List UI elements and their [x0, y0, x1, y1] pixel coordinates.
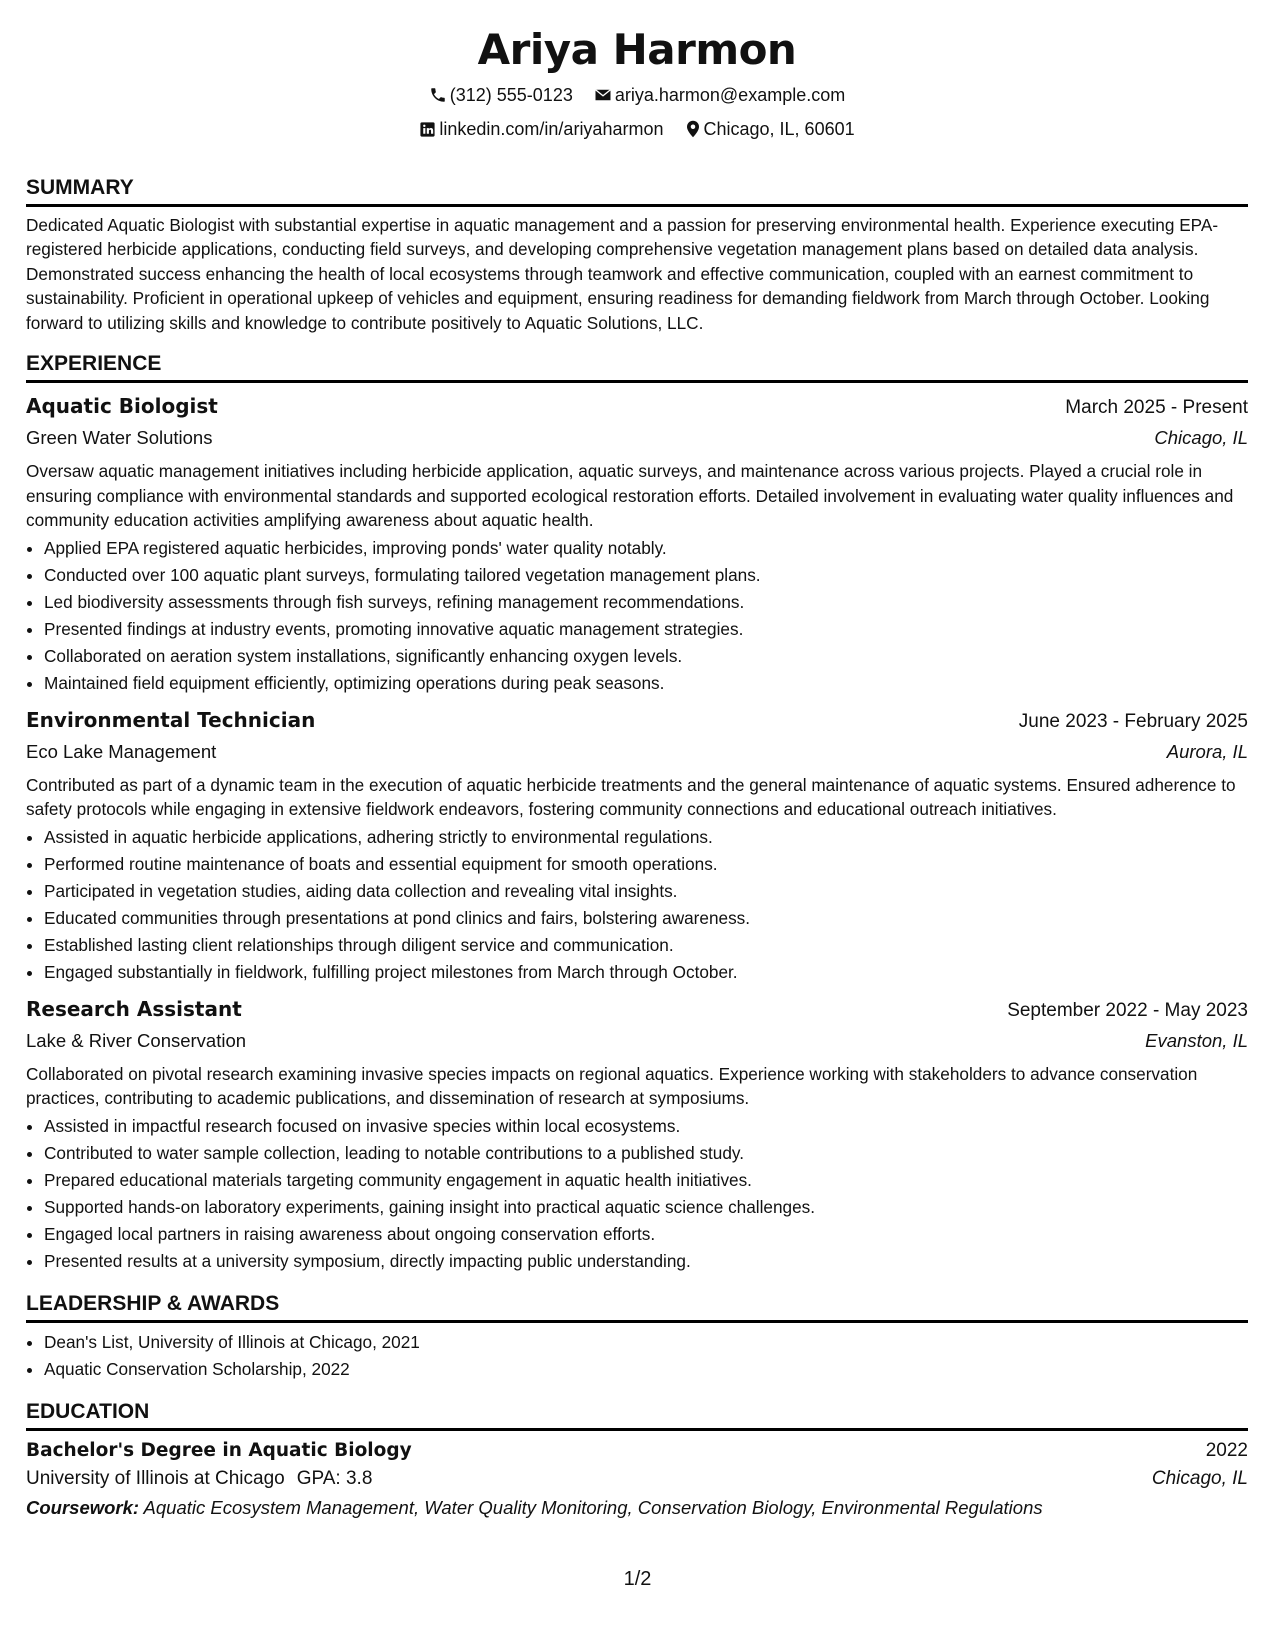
education-heading: EDUCATION	[26, 1399, 1248, 1431]
job-location: Evanston, IL	[1145, 1029, 1248, 1051]
job-entry	[26, 391, 1248, 697]
contact-line-1	[26, 82, 1248, 107]
bullet-item: • Collaborated on aeration system installations, significantly enhancing oxygen levels.	[44, 643, 1248, 670]
coursework	[26, 1493, 1248, 1523]
page-number: 1/2	[623, 1568, 652, 1590]
company-name: Lake & River Conservation	[26, 1029, 247, 1051]
phone-contact	[429, 83, 573, 107]
job-location: Chicago, IL	[1154, 427, 1248, 448]
bullet-item: • Participated in vegetation studies, aiding data collection and revealing vital insights.	[44, 878, 1248, 905]
envelope-icon	[594, 86, 612, 104]
bullet-item: • Assisted in impactful research focused on invasive species within local ecosystems.	[44, 1113, 1248, 1140]
bullet-item: • Prepared educational materials targeting community engagement in aquatic health initiatives.	[44, 1167, 1248, 1194]
job-bullets	[26, 1113, 1248, 1275]
resume-page	[26, 0, 1248, 1523]
location-contact	[685, 117, 855, 141]
coursework-label: Coursework:	[26, 1496, 140, 1518]
job-dates: September 2022 - May 2023	[1007, 999, 1248, 1021]
school-name: University of Illinois at Chicago	[26, 1467, 285, 1489]
company-name: Eco Lake Management	[26, 740, 217, 762]
phone-icon	[429, 86, 447, 104]
linkedin-text: linkedin.com/in/ariyaharmon	[439, 118, 664, 139]
bullet-item: • Engaged substantially in fieldwork, fulfilling project milestones from March through October.	[44, 959, 1248, 986]
email-contact[interactable]	[594, 83, 845, 107]
job-description: Collaborated on pivotal research examining invasive species impacts on regional aquatics. Experience working with stakeholders to advance conservation practices, contributing to academic publications, and dissemination of research at symposiums.	[26, 1063, 1198, 1108]
map-pin-icon	[685, 120, 701, 138]
job-title: Research Assistant	[26, 996, 242, 1021]
bullet-item: • Presented findings at industry events, promoting innovative aquatic management strategies.	[44, 616, 1248, 643]
job-dates: June 2023 - February 2025	[1018, 710, 1248, 732]
bullet-item: • Contributed to water sample collection, leading to notable contributions to a published study.	[44, 1140, 1248, 1167]
summary-heading: SUMMARY	[26, 175, 1248, 207]
linkedin-icon	[419, 121, 436, 138]
gpa: GPA: 3.8	[296, 1467, 373, 1489]
job-entry	[26, 705, 1248, 986]
bullet-item: • Led biodiversity assessments through fish surveys, refining management recommendations.	[44, 589, 1248, 616]
awards-list	[26, 1329, 1248, 1383]
award-item: • Aquatic Conservation Scholarship, 2022	[44, 1356, 1248, 1383]
bullet-item: • Applied EPA registered aquatic herbicides, improving ponds' water quality notably.	[44, 535, 1248, 562]
linkedin-contact[interactable]	[419, 117, 663, 141]
bullet-item: • Performed routine maintenance of boats and essential equipment for smooth operations.	[44, 851, 1248, 878]
summary-text: Dedicated Aquatic Biologist with substantial expertise in aquatic management and a passion for preserving environmental health. Experience executing EPA-registered herbicide applications, conducting field surveys, and developing comprehensive vegetation management plans based on detailed data analysis. Demonstrated success enhancing the health of local ecosystems through teamwork and effective communication, coupled with an earnest commitment to sustainability. Proficient in operational upkeep of vehicles and equipment, ensuring readiness for demanding fieldwork from March through October. Looking forward to utilizing skills and knowledge to contribute positively to Aquatic Solutions, LLC.	[26, 214, 1219, 333]
job-description: Oversaw aquatic management initiatives including herbicide application, aquatic surveys, and maintenance across various projects. Played a crucial role in ensuring compliance with environmental standards and supported ecological restoration efforts. Detailed involvement in evaluating water quality influences and community education activities amplifying awareness about aquatic health.	[26, 461, 1234, 530]
bullet-item: • Assisted in aquatic herbicide applications, adhering strictly to environmental regulations.	[44, 824, 1248, 851]
job-bullets	[26, 824, 1248, 986]
job-description: Contributed as part of a dynamic team in the execution of aquatic herbicide treatments and the general maintenance of aquatic systems. Ensured adherence to safety protocols while engaging in extensive fieldwork endeavors, fostering community connections and educational outreach initiatives.	[26, 774, 1236, 819]
bullet-item: • Conducted over 100 aquatic plant surveys, formulating tailored vegetation management plans.	[44, 562, 1248, 589]
location-text: Chicago, IL, 60601	[703, 118, 855, 139]
email-text: ariya.harmon@example.com	[614, 85, 846, 106]
school-location: Chicago, IL	[1151, 1467, 1248, 1489]
bullet-item: • Maintained field equipment efficiently, optimizing operations during peak seasons.	[44, 670, 1248, 697]
job-location: Aurora, IL	[1166, 740, 1248, 762]
bullet-item: • Educated communities through presentations at pond clinics and fairs, bolstering awareness.	[44, 905, 1248, 932]
contact-line-2	[26, 115, 1248, 140]
job-title: Aquatic Biologist	[26, 394, 218, 418]
job-title: Environmental Technician	[26, 707, 316, 732]
coursework-list: Aquatic Ecosystem Management, Water Quality Monitoring, Conservation Biology, Environmental Regulations	[143, 1496, 1043, 1518]
experience-heading: EXPERIENCE	[26, 351, 1248, 383]
job-entry	[26, 994, 1248, 1275]
degree-title: Bachelor's Degree in Aquatic Biology	[26, 1439, 412, 1461]
leadership-heading: LEADERSHIP & AWARDS	[26, 1291, 1248, 1323]
education-entry	[26, 1437, 1248, 1465]
graduation-year: 2022	[1205, 1439, 1248, 1461]
bullet-item: • Presented results at a university symposium, directly impacting public understanding.	[44, 1248, 1248, 1275]
phone-text: (312) 555-0123	[449, 85, 573, 106]
bullet-item: • Supported hands-on laboratory experiments, gaining insight into practical aquatic science challenges.	[44, 1194, 1248, 1221]
job-bullets	[26, 535, 1248, 697]
job-dates: March 2025 - Present	[1065, 397, 1248, 418]
bullet-item: • Engaged local partners in raising awareness about ongoing conservation efforts.	[44, 1221, 1248, 1248]
award-item: • Dean's List, University of Illinois at Chicago, 2021	[44, 1329, 1248, 1356]
candidate-name: Ariya Harmon	[477, 25, 797, 74]
bullet-item: • Established lasting client relationships through diligent service and communication.	[44, 932, 1248, 959]
company-name: Green Water Solutions	[26, 427, 213, 448]
